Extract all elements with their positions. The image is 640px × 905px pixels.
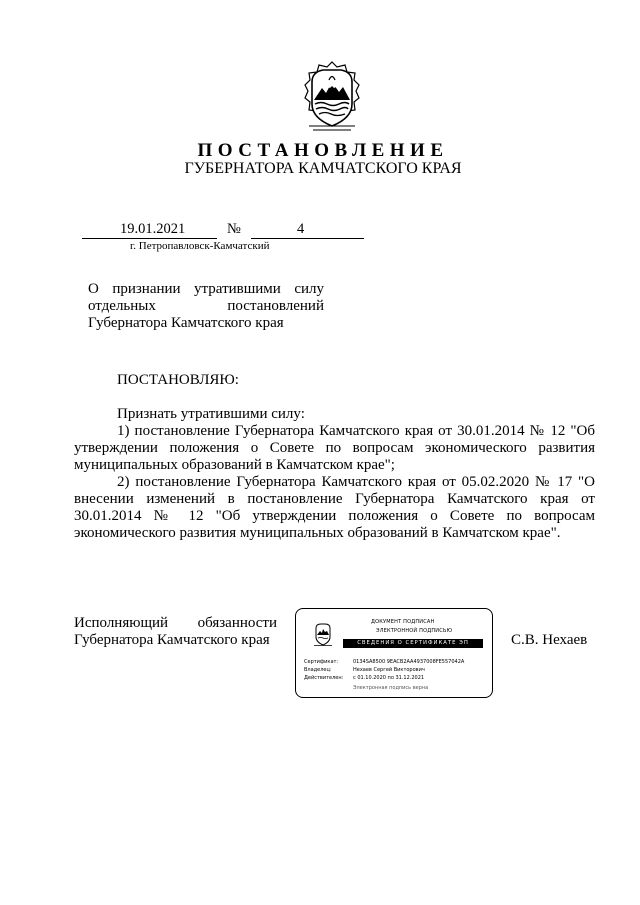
document-city: г. Петропавловск-Камчатский [130,240,270,252]
electronic-signature-stamp [295,608,493,698]
stamp-certificate-bar: СВЕДЕНИЯ О СЕРТИФИКАТЕ ЭП [343,639,483,648]
number-underline [251,238,364,239]
position-line: Исполняющий обязанности [74,615,277,631]
subject-line: отдельных постановлений [88,298,324,314]
stamp-row-label: Действителен: [304,675,344,681]
stamp-heading: ДОКУМЕНТ ПОДПИСАН [371,619,435,625]
stamp-row-value: 0134SA8500 9EACB2AA4937008FE557042A [353,659,465,665]
body-intro: Признать утратившими силу: [117,406,305,422]
document-issuer: ГУБЕРНАТОРА КАМЧАТСКОГО КРАЯ [184,160,462,177]
date-number-line [80,221,370,241]
stamp-heading: ЭЛЕКТРОННОЙ ПОДПИСЬЮ [376,628,453,634]
coat-of-arms-icon [313,622,333,646]
subject-line: Губернатора Камчатского края [88,315,284,331]
date-underline [82,238,217,239]
document-body [74,406,595,542]
document-number: 4 [297,221,305,237]
number-sign: № [227,221,241,237]
body-item: 1) постановление Губернатора Камчатского края от 30.01.2014 № 12 "Об утверждении положения о Совете по вопросам экономического развития муниципальных образований в Камчатском крае"; [74,423,595,473]
position-line: Губернатора Камчатского края [74,632,270,648]
body-item: 2) постановление Губернатора Камчатского края от 05.02.2020 № 17 "О внесении изменений в постановление Губернатора Камчатского края от 30.01.2014 № 12 "Об утверждении положения о Совете по вопросам экономического развития муниципальных образований в Камчатском крае". [74,474,595,541]
document-subject [88,281,324,332]
document-title: ПОСТАНОВЛЕНИЕ [197,140,449,161]
coat-of-arms-emblem [301,60,363,132]
signatory-position [74,615,277,649]
stamp-row-value: Нехаев Сергей Викторович [353,667,425,673]
stamp-footer: Электронная подпись верна [353,685,429,691]
stamp-row-label: Владелец: [304,667,332,673]
document-date: 19.01.2021 [120,221,186,237]
decree-word: ПОСТАНОВЛЯЮ: [117,372,239,388]
stamp-row-label: Сертификат: [304,659,339,665]
stamp-row-value: с 01.10.2020 по 31.12.2021 [353,675,425,681]
subject-line: О признании утратившими силу [88,281,324,297]
signatory-name: С.В. Нехаев [511,632,588,648]
